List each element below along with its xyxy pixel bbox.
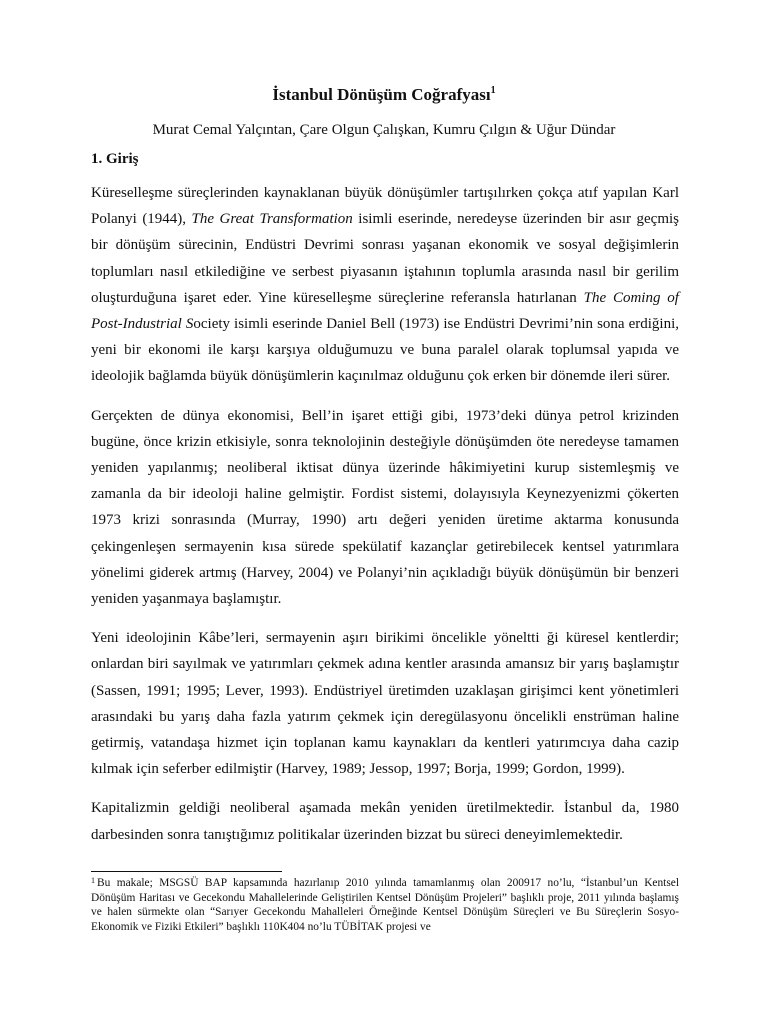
- title-text: İstanbul Dönüşüm Coğrafyası: [272, 85, 491, 104]
- footnote-mark: 1: [91, 876, 95, 885]
- paragraph-1-part-e: ociety isimli eserinde Daniel Bell (1973) ise Endüstri Devrimi’nin sona erdiğini, yeni bir ekonomi ile karşı karşıya olduğumuzu ve buna paralel olarak toplumsal yapıda ve ideolojik bağlamda büyük dönüşümlerin kaçınılmaz olduğunu çok erken bir dönemde ileri sürer.: [91, 316, 679, 385]
- footnote: [91, 876, 679, 934]
- paragraph-2: Gerçekten de dünya ekonomisi, Bell’in işaret ettiği gibi, 1973’deki dünya petrol krizinden bugüne, önce krizin etkisiyle, sonra teknolojinin desteğiyle dönüşümden öte neredeyse tamamen yeniden yapılanmış; neoliberal iktisat dünya üzerinde hâkimiyetini kurup sistemleşmiş ve zamanla da bir ideoloji haline gelmiştir. Fordist sistemi, dolayısıyla Keynezyenizmi çökerten 1973 krizi sonrasında (Murray, 1990) artı değeri yeniden üretime aktarma konusunda çekingenleşen sermayenin kısa sürede spekülatif kazançlar getirebilecek kentsel yatırımlara yönelimi giderek artmış (Harvey, 2004) ve Polanyi’nin açıkladığı büyük dönüşümün bir benzeri yeniden yaşanmaya başlamıştır.: [91, 407, 679, 608]
- book-title-great-transformation: The Great Transformation: [191, 211, 353, 228]
- paragraph-3: Yeni ideolojinin Kâbe’leri, sermayenin aşırı birikimi öncelikle yöneltti ği küresel kentlerdir; onlardan biri sayılmak ve yatırımları çekmek adına kentler arasında amansız bir yarış başlamıştır (Sassen, 1991; 1995; Lever, 1993). Endüstriyel üretimden uzaklaşan girişimci kent yönetimleri arasındaki bu yarış daha fazla yatırım çekmek için deregülasyonu öncelikli enstrüman haline getirmiş, vatandaşa hizmet için toplanan kamu kaynakları da kentleri yatırımcıya daha cazip kılmak için seferber edilmiştir (Harvey, 1989; Jessop, 1997; Borja, 1999; Gordon, 1999).: [91, 630, 679, 778]
- paragraph-1-part-c: isimli eserinde, neredeyse üzerinden bir asır geçmiş bir dönüşüm sürecinin, Endüstri Devrimi sonrası yaşanan ekonomik ve sosyal değişimlerin toplumları nasıl etkilediğine ve serbest piyasanın iştahının toplumla arasında nasıl bir gerilim oluşturduğuna işaret eder. Yine küreselleşme süreçlerine referansla hatırlanan: [91, 211, 679, 306]
- section-heading: 1. Giriş: [91, 151, 139, 167]
- title-footnote-mark: 1: [490, 85, 496, 96]
- footnote-divider: [91, 871, 282, 872]
- body-text: [91, 180, 679, 861]
- author-list: Murat Cemal Yalçıntan, Çare Olgun Çalışkan, Kumru Çılgın & Uğur Dündar: [152, 122, 616, 138]
- paragraph-4: Kapitalizmin geldiği neoliberal aşamada mekân yeniden üretilmektedir. İstanbul da, 1980 darbesinden sonra tanıştığımız politikalar üzerinden bizzat bu süreci deneyimlemektedir.: [91, 800, 679, 843]
- book-title-post-industrial: The Coming of Post-Industrial S: [91, 289, 679, 333]
- paragraph-1: [91, 180, 679, 390]
- document-title: [0, 84, 768, 106]
- footnote-text: Bu makale; MSGSÜ BAP kapsamında hazırlanıp 2010 yılında tamamlanmış olan 200917 no’lu, “İstanbul’un Kentsel Dönüşüm Haritası ve Gecekondu Mahallelerinde Geliştirilen Kentsel Dönüşüm Projeleri” başlıklı proje, 2011 yılında başlamış ve halen sürmekte olan “Sarıyer Gecekondu Mahalleleri Örneğinde Kentsel Dönüşüm Süreçleri ve Bu Süreçlerin Sosyo-Ekonomik ve Fiziki Etkileri” başlıklı 110K404 no’lu TÜBİTAK projesi ve: [91, 877, 679, 933]
- paragraph-1-part-a: Küreselleşme süreçlerinden kaynaklanan büyük dönüşümler tartışılırken çokça atıf yapılan Karl Polanyi (1944),: [91, 185, 679, 228]
